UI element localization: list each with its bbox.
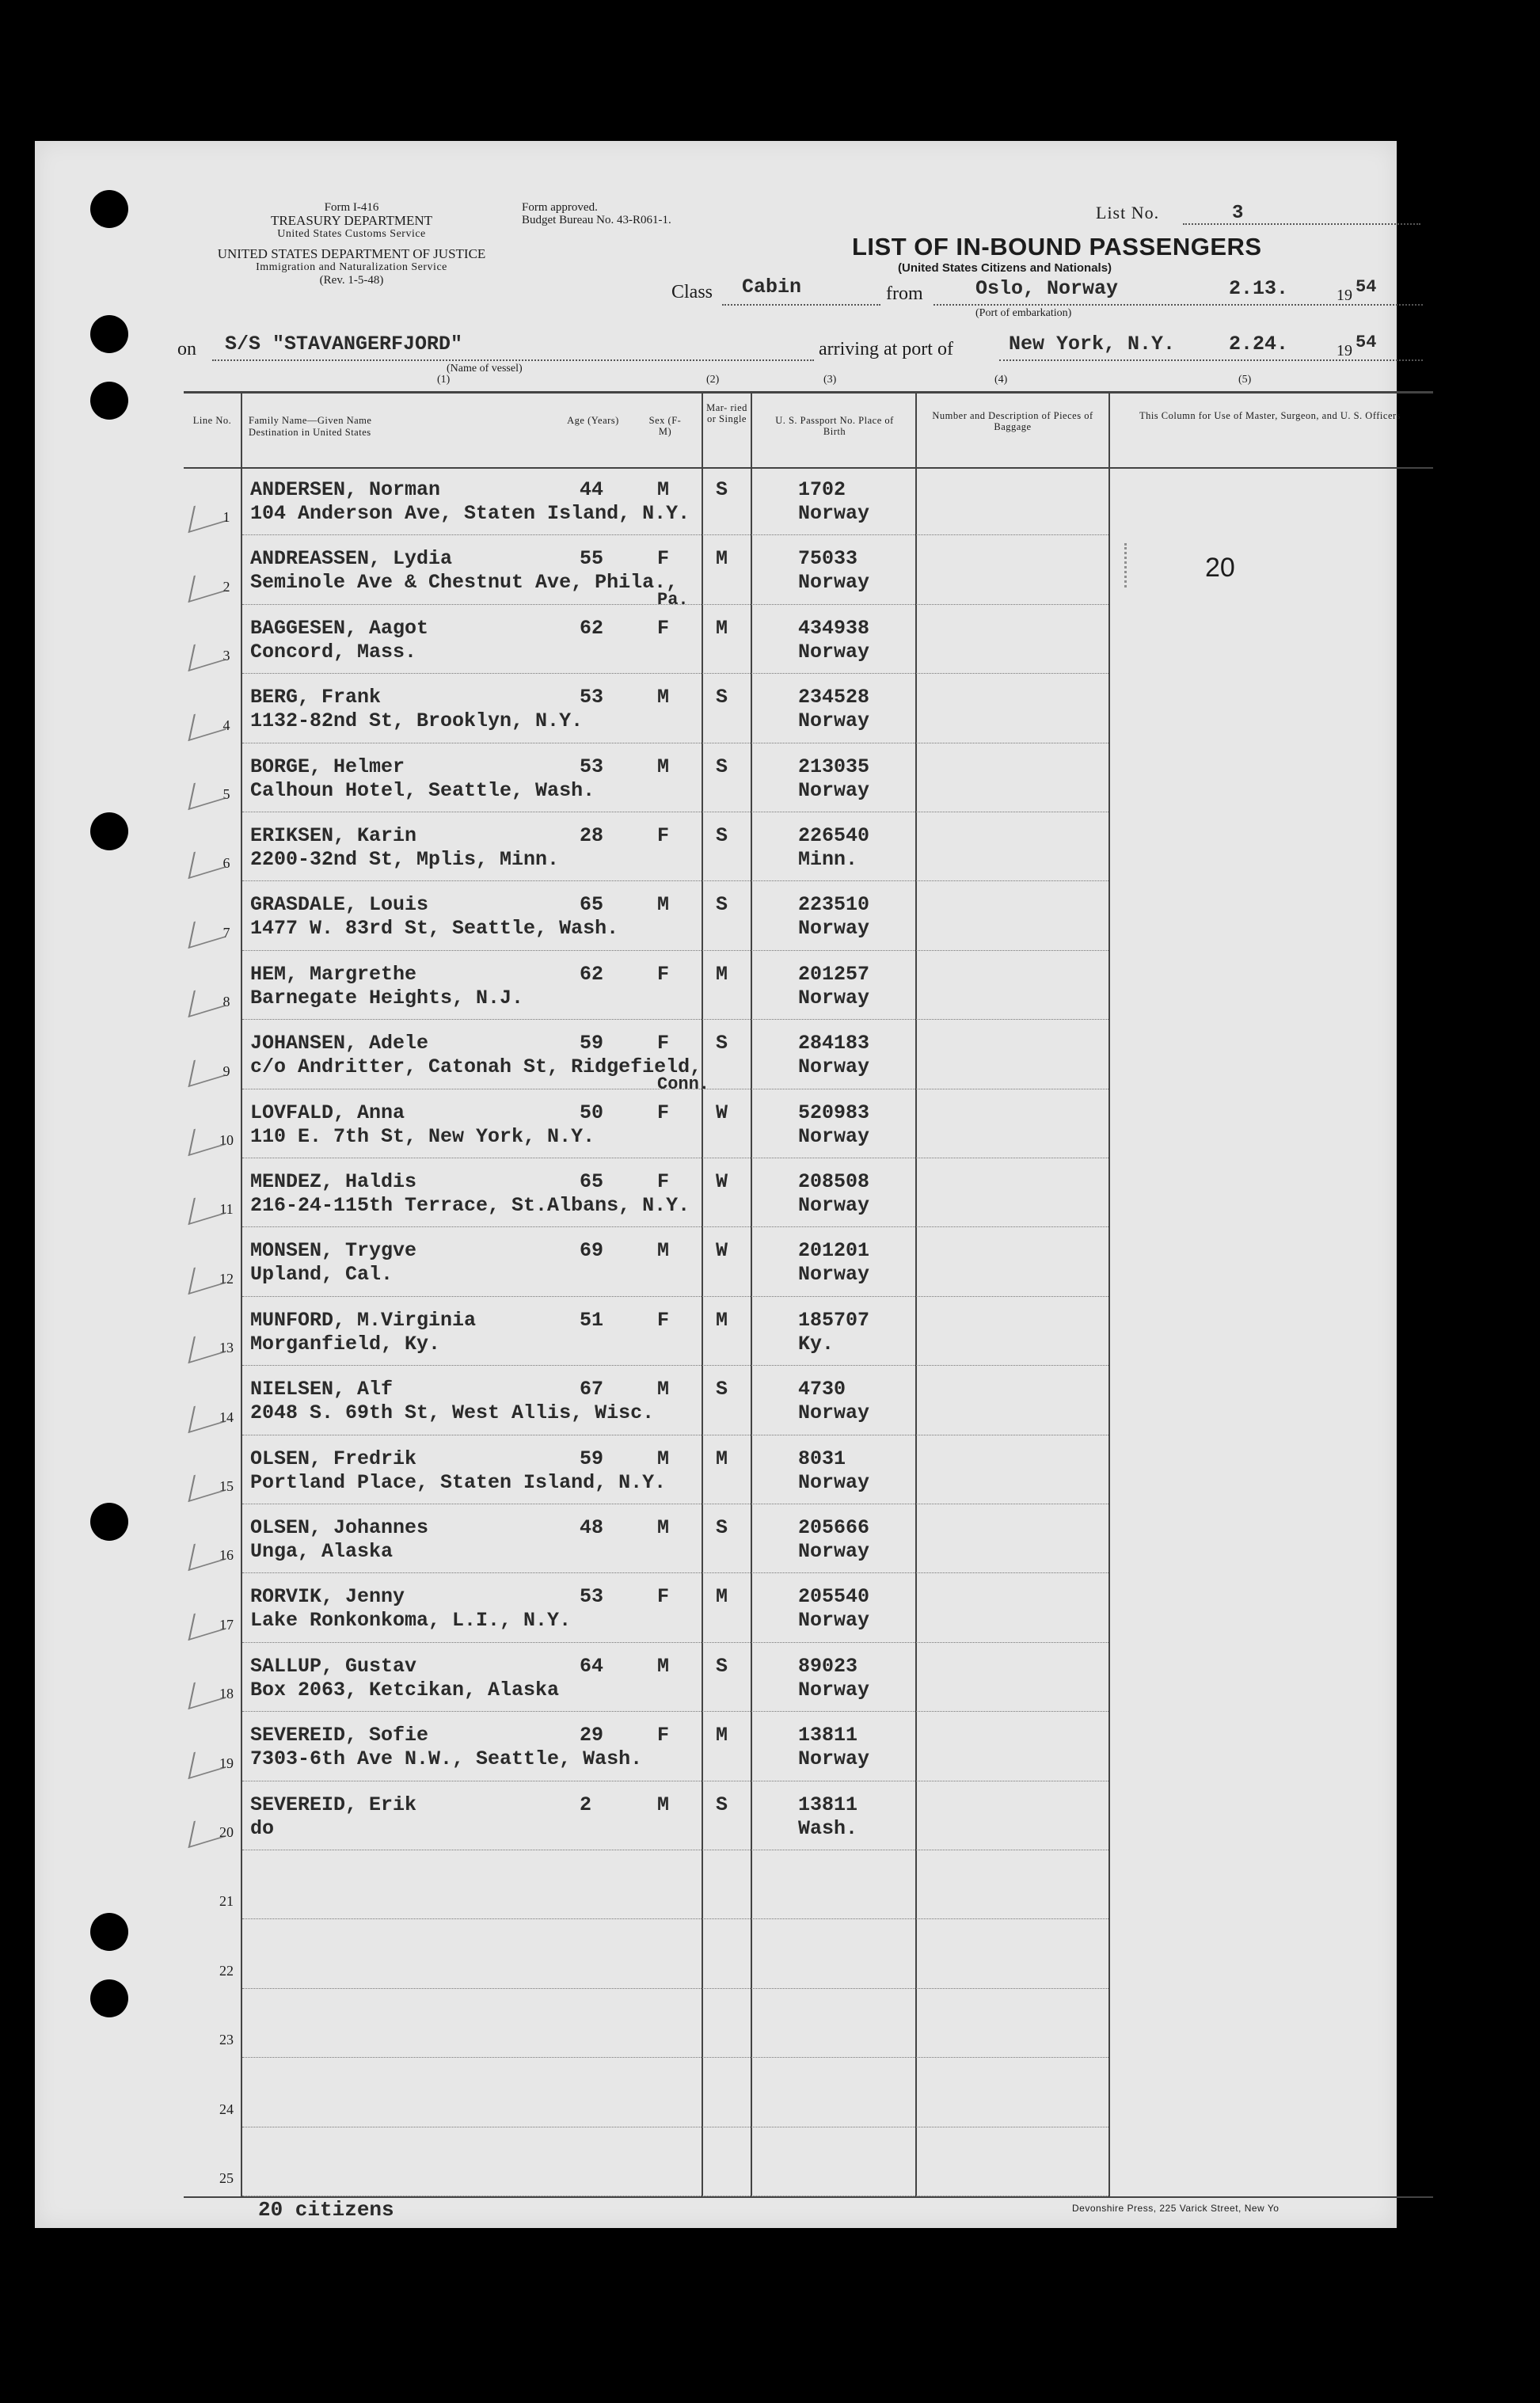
- passenger-destination: c/o Andritter, Catonah St, Ridgefield,: [250, 1055, 702, 1079]
- col-header-destination: Destination in United States: [249, 427, 371, 438]
- passenger-sex: M: [657, 893, 670, 917]
- year-prefix-1: 19: [1337, 287, 1352, 304]
- table-row: [35, 952, 1397, 1021]
- passenger-marital-status: S: [716, 755, 728, 778]
- table-row: [35, 1436, 1397, 1505]
- form-number: Form I-416: [324, 201, 379, 214]
- passenger-name: MENDEZ, Haldis: [250, 1170, 417, 1193]
- passenger-destination: Box 2063, Ketcikan, Alaska: [250, 1678, 560, 1701]
- table-row: [35, 1851, 1397, 1920]
- row-divider: [242, 1572, 1108, 1573]
- passenger-age: 44: [580, 478, 604, 501]
- passenger-sex: M: [657, 1654, 670, 1678]
- col-header-passport: U. S. Passport No. Place of Birth: [775, 415, 894, 437]
- passenger-marital-status: M: [716, 1447, 728, 1470]
- passport-number: 75033: [798, 547, 858, 571]
- check-tick-mark: [188, 1740, 232, 1778]
- passenger-name: BERG, Frank: [250, 686, 382, 709]
- passenger-age: 69: [580, 1239, 604, 1263]
- row-divider: [242, 1642, 1108, 1643]
- table-row: [35, 1990, 1397, 2059]
- passenger-age: 59: [580, 1032, 604, 1055]
- col-header-age: Age (Years): [567, 415, 619, 426]
- passenger-marital-status: S: [716, 1654, 728, 1678]
- passenger-destination: Morganfield, Ky.: [250, 1332, 441, 1355]
- table-row: [35, 1367, 1397, 1435]
- treasury-dept: TREASURY DEPARTMENT: [270, 213, 433, 228]
- passport-number: 201257: [798, 962, 870, 986]
- place-of-birth: Norway: [798, 917, 870, 941]
- row-divider: [242, 604, 1108, 605]
- check-tick-mark: [188, 1187, 232, 1225]
- passenger-name: ERIKSEN, Karin: [250, 824, 417, 847]
- passenger-name: BORGE, Helmer: [250, 755, 405, 778]
- passenger-destination: 2048 S. 69th St, West Allis, Wisc.: [250, 1401, 655, 1425]
- document-page: [35, 141, 1401, 2228]
- passenger-marital-status: S: [716, 1378, 728, 1401]
- table-row: [35, 467, 1397, 536]
- passenger-name: OLSEN, Johannes: [250, 1516, 429, 1539]
- check-tick-mark: [188, 1257, 232, 1295]
- passenger-name: GRASDALE, Louis: [250, 893, 429, 917]
- line-number: 9: [222, 1063, 230, 1079]
- passenger-marital-status: S: [716, 1516, 728, 1539]
- line-number: 24: [219, 2101, 234, 2117]
- passenger-destination-cont: Pa.: [657, 590, 689, 610]
- table-row: [35, 1021, 1397, 1095]
- table-row: [35, 1713, 1397, 1781]
- check-tick-mark: [188, 702, 232, 740]
- check-tick-mark: [188, 1118, 232, 1156]
- form-title: LIST OF IN-BOUND PASSENGERS: [852, 233, 1262, 260]
- line-number: 13: [219, 1340, 234, 1356]
- check-tick-mark: [188, 1533, 232, 1571]
- check-tick-mark: [188, 1671, 232, 1709]
- passport-number: 234528: [798, 686, 870, 709]
- place-of-birth: Norway: [798, 986, 870, 1009]
- passenger-sex: F: [657, 962, 670, 986]
- passenger-sex: M: [657, 1239, 670, 1263]
- arrival-port: New York, N.Y.: [1009, 333, 1176, 356]
- table-row: [35, 813, 1397, 882]
- passenger-age: 53: [580, 686, 604, 709]
- passenger-age: 62: [580, 962, 604, 986]
- form-subtitle: (United States Citizens and Nationals): [898, 261, 1112, 275]
- check-tick-mark: [188, 565, 232, 603]
- passenger-marital-status: W: [716, 1101, 728, 1124]
- passenger-marital-status: S: [716, 1793, 728, 1816]
- passenger-sex: M: [657, 1516, 670, 1539]
- passenger-age: 65: [580, 893, 604, 917]
- line-number: 2: [222, 578, 230, 595]
- passenger-sex: F: [657, 547, 670, 571]
- from-label: from: [886, 283, 923, 304]
- line-number: 15: [219, 1477, 234, 1494]
- place-of-birth: Ky.: [798, 1332, 835, 1355]
- passenger-name: HEM, Margrethe: [250, 962, 417, 986]
- passenger-destination: Unga, Alaska: [250, 1540, 394, 1563]
- list-no-label: List No.: [1096, 203, 1160, 222]
- passenger-marital-status: M: [716, 1308, 728, 1332]
- passenger-sex: M: [657, 478, 670, 501]
- passenger-sex: M: [657, 1447, 670, 1470]
- passenger-name: JOHANSEN, Adele: [250, 1032, 429, 1055]
- line-number: 22: [219, 1962, 234, 1979]
- class-label: Class: [671, 282, 713, 302]
- check-tick-mark: [188, 1325, 232, 1363]
- passport-number: 201201: [798, 1239, 870, 1263]
- passport-number: 213035: [798, 755, 870, 778]
- from-value: Oslo, Norway: [975, 277, 1119, 300]
- printer-imprint: Devonshire Press, 225 Varick Street, New Yo: [1072, 2203, 1280, 2214]
- passenger-sex: F: [657, 616, 670, 640]
- passenger-age: 29: [580, 1724, 604, 1747]
- passenger-age: 59: [580, 1447, 604, 1470]
- passenger-name: BAGGESEN, Aagot: [250, 616, 429, 640]
- col-header-baggage: Number and Description of Pieces of Baggage: [932, 410, 1093, 432]
- passenger-age: 2: [580, 1793, 592, 1816]
- passenger-marital-status: M: [716, 1724, 728, 1747]
- list-no-value: 3: [1232, 203, 1244, 224]
- check-tick-mark: [188, 1810, 232, 1848]
- table-row: [35, 882, 1397, 951]
- place-of-birth: Norway: [798, 502, 870, 525]
- passenger-sex: F: [657, 1585, 670, 1609]
- table-row: [35, 1228, 1397, 1297]
- passenger-marital-status: W: [716, 1239, 728, 1263]
- place-of-birth: Norway: [798, 1263, 870, 1287]
- row-divider: [242, 2057, 1108, 2058]
- line-number: 3: [222, 648, 230, 664]
- passenger-sex: F: [657, 1724, 670, 1747]
- passenger-destination: 1132-82nd St, Brooklyn, N.Y.: [250, 709, 584, 733]
- passport-number: 1702: [798, 478, 846, 501]
- place-of-birth: Norway: [798, 1055, 870, 1079]
- passenger-sex: M: [657, 1793, 670, 1816]
- place-of-birth: Norway: [798, 778, 870, 802]
- passenger-age: 50: [580, 1101, 604, 1124]
- place-of-birth: Norway: [798, 571, 870, 595]
- punch-hole: [90, 315, 128, 353]
- passenger-sex: F: [657, 1101, 670, 1124]
- passport-number: 434938: [798, 616, 870, 640]
- passport-number: 185707: [798, 1308, 870, 1332]
- col-header-line: Line No.: [192, 415, 232, 426]
- passenger-destination: 7303-6th Ave N.W., Seattle, Wash.: [250, 1747, 643, 1771]
- passenger-age: 64: [580, 1654, 604, 1678]
- row-divider: [242, 1226, 1108, 1227]
- on-label: on: [177, 339, 196, 359]
- punch-hole: [90, 190, 128, 228]
- check-tick-mark: [188, 772, 232, 810]
- table-row: [35, 1505, 1397, 1574]
- check-tick-mark: [188, 633, 232, 671]
- place-of-birth: Minn.: [798, 848, 858, 871]
- passenger-marital-status: S: [716, 893, 728, 917]
- table-row: [35, 1090, 1397, 1159]
- table-row: [35, 536, 1397, 610]
- class-value: Cabin: [742, 276, 802, 298]
- row-divider: [242, 1296, 1108, 1297]
- place-of-birth: Norway: [798, 1401, 870, 1425]
- passenger-name: LOVFALD, Anna: [250, 1101, 405, 1124]
- line-number: 14: [219, 1409, 234, 1425]
- passenger-name: SALLUP, Gustav: [250, 1654, 417, 1678]
- passenger-sex: M: [657, 755, 670, 778]
- passenger-destination: 110 E. 7th St, New York, N.Y.: [250, 1124, 595, 1148]
- place-of-birth: Norway: [798, 640, 870, 663]
- line-number: 12: [219, 1270, 234, 1287]
- passport-number: 520983: [798, 1101, 870, 1124]
- passenger-sex: F: [657, 1032, 670, 1055]
- check-tick-mark: [188, 911, 232, 949]
- arriving-label: arriving at port of: [819, 339, 953, 359]
- check-tick-mark: [188, 1394, 232, 1432]
- line-number: 1: [222, 509, 230, 526]
- line-number: 16: [219, 1547, 234, 1564]
- passenger-destination: 104 Anderson Ave, Staten Island, N.Y.: [250, 502, 690, 525]
- row-divider: [242, 1918, 1108, 1919]
- passenger-marital-status: M: [716, 616, 728, 640]
- year-2: 54: [1356, 333, 1377, 352]
- table-row: [35, 2059, 1397, 2127]
- justice-dept: UNITED STATES DEPARTMENT OF JUSTICE: [217, 246, 486, 261]
- budget-bureau: Budget Bureau No. 43-R061-1.: [522, 214, 671, 226]
- row-divider: [242, 880, 1108, 881]
- row-divider: [242, 1365, 1108, 1366]
- check-tick-mark: [188, 495, 232, 533]
- check-tick-mark: [188, 979, 232, 1017]
- passenger-age: 55: [580, 547, 604, 571]
- line-number: 23: [219, 2032, 234, 2048]
- row-divider: [242, 1988, 1108, 1989]
- col-header-married: Mar- ried or Single: [706, 402, 747, 424]
- year-prefix-2: 19: [1337, 342, 1352, 359]
- passport-number: 223510: [798, 893, 870, 917]
- total-citizens: 20 citizens: [258, 2198, 394, 2222]
- col-header-name: Family Name—Given Name: [249, 415, 372, 426]
- passenger-marital-status: S: [716, 686, 728, 709]
- punch-hole: [90, 382, 128, 420]
- passenger-age: 62: [580, 616, 604, 640]
- line-number: 4: [222, 717, 230, 733]
- passenger-age: 48: [580, 1516, 604, 1539]
- passenger-name: SEVEREID, Sofie: [250, 1724, 429, 1747]
- table-row: [35, 2128, 1397, 2197]
- passenger-age: 51: [580, 1308, 604, 1332]
- officer-note: 20: [1205, 553, 1235, 583]
- passenger-marital-status: M: [716, 962, 728, 986]
- passport-number: 205666: [798, 1516, 870, 1539]
- col-header-sex: Sex (F-M): [648, 415, 682, 437]
- col-num-4: (4): [994, 374, 1008, 386]
- col-num-3: (3): [823, 374, 837, 386]
- passport-number: 13811: [798, 1793, 858, 1816]
- line-number: 11: [219, 1201, 234, 1218]
- line-number: 18: [219, 1686, 234, 1702]
- year-1: 54: [1356, 277, 1377, 297]
- passenger-marital-status: M: [716, 547, 728, 571]
- passenger-sex: F: [657, 824, 670, 847]
- passenger-destination: 1477 W. 83rd St, Seattle, Wash.: [250, 917, 619, 941]
- line-number: 5: [222, 785, 230, 802]
- place-of-birth: Norway: [798, 1540, 870, 1563]
- line-number: 21: [219, 1893, 234, 1910]
- passenger-sex: F: [657, 1170, 670, 1193]
- passenger-destination: Seminole Ave & Chestnut Ave, Phila.,: [250, 571, 679, 595]
- passenger-age: 65: [580, 1170, 604, 1193]
- place-of-birth: Wash.: [798, 1816, 858, 1840]
- passenger-age: 53: [580, 755, 604, 778]
- passenger-destination: Upland, Cal.: [250, 1263, 394, 1287]
- vessel-caption: (Name of vessel): [447, 363, 523, 375]
- passenger-age: 67: [580, 1378, 604, 1401]
- passport-number: 226540: [798, 824, 870, 847]
- passenger-sex: M: [657, 1378, 670, 1401]
- check-tick-mark: [188, 1603, 232, 1641]
- passenger-name: ANDREASSEN, Lydia: [250, 547, 453, 571]
- passenger-destination: Portland Place, Staten Island, N.Y.: [250, 1470, 667, 1494]
- col-num-2: (2): [706, 374, 720, 386]
- place-of-birth: Norway: [798, 709, 870, 733]
- port-embarkation-caption: (Port of embarkation): [975, 307, 1072, 319]
- place-of-birth: Norway: [798, 1747, 870, 1771]
- table-row: [35, 1644, 1397, 1713]
- col-num-5: (5): [1238, 374, 1252, 386]
- passenger-name: MONSEN, Trygve: [250, 1239, 417, 1263]
- passenger-destination: do: [250, 1816, 275, 1840]
- row-divider: [242, 673, 1108, 674]
- revision: (Rev. 1-5-48): [319, 274, 384, 287]
- passenger-destination: Calhoun Hotel, Seattle, Wash.: [250, 778, 595, 802]
- table-row: [35, 1920, 1397, 1989]
- passenger-destination: Concord, Mass.: [250, 640, 417, 663]
- check-tick-mark: [188, 1048, 232, 1086]
- passenger-destination-cont: Conn.: [657, 1074, 710, 1095]
- form-approved: Form approved.: [522, 201, 598, 214]
- line-number: 7: [222, 924, 230, 941]
- passenger-marital-status: S: [716, 824, 728, 847]
- table-row: [35, 744, 1397, 813]
- passport-number: 89023: [798, 1654, 858, 1678]
- check-tick-mark: [188, 841, 232, 879]
- passenger-destination: Barnegate Heights, N.J.: [250, 986, 524, 1009]
- line-number: 17: [219, 1616, 234, 1633]
- line-number: 6: [222, 855, 230, 872]
- passenger-name: SEVEREID, Erik: [250, 1793, 417, 1816]
- col-header-officers: This Column for Use of Master, Surgeon, and U. S. Officers: [1139, 410, 1401, 421]
- line-number: 10: [219, 1131, 234, 1148]
- passenger-age: 53: [580, 1585, 604, 1609]
- table-row: [35, 1782, 1397, 1851]
- line-number: 8: [222, 994, 230, 1010]
- place-of-birth: Norway: [798, 1678, 870, 1701]
- passport-number: 284183: [798, 1032, 870, 1055]
- row-divider: [242, 950, 1108, 951]
- passenger-destination: 2200-32nd St, Mplis, Minn.: [250, 848, 560, 871]
- place-of-birth: Norway: [798, 1609, 870, 1633]
- passport-number: 13811: [798, 1724, 858, 1747]
- passenger-name: MUNFORD, M.Virginia: [250, 1308, 477, 1332]
- place-of-birth: Norway: [798, 1470, 870, 1494]
- passenger-destination: 216-24-115th Terrace, St.Albans, N.Y.: [250, 1194, 690, 1217]
- passenger-destination: Lake Ronkonkoma, L.I., N.Y.: [250, 1609, 572, 1633]
- passenger-name: ANDERSEN, Norman: [250, 478, 441, 501]
- passenger-age: 28: [580, 824, 604, 847]
- from-date: 2.13.: [1229, 277, 1289, 300]
- row-divider: [242, 534, 1108, 535]
- place-of-birth: Norway: [798, 1194, 870, 1217]
- table-row: [35, 1298, 1397, 1367]
- place-of-birth: Norway: [798, 1124, 870, 1148]
- customs-service: United States Customs Service: [277, 228, 426, 240]
- passenger-marital-status: M: [716, 1585, 728, 1609]
- table-row: [35, 1574, 1397, 1643]
- row-divider: [242, 1711, 1108, 1712]
- table-row: [35, 1159, 1397, 1228]
- table-row: [35, 675, 1397, 743]
- passenger-marital-status: W: [716, 1170, 728, 1193]
- line-number: 25: [219, 2169, 234, 2186]
- line-number: 20: [219, 1823, 234, 1840]
- passenger-sex: M: [657, 686, 670, 709]
- line-number: 19: [219, 1755, 234, 1771]
- passenger-marital-status: S: [716, 1032, 728, 1055]
- passport-number: 4730: [798, 1378, 846, 1401]
- row-divider: [242, 1019, 1108, 1020]
- table-row: [35, 606, 1397, 675]
- col-num-1: (1): [437, 374, 451, 386]
- passenger-name: OLSEN, Fredrik: [250, 1447, 417, 1470]
- passenger-sex: F: [657, 1308, 670, 1332]
- passenger-marital-status: S: [716, 478, 728, 501]
- check-tick-mark: [188, 1464, 232, 1502]
- passenger-name: RORVIK, Jenny: [250, 1585, 405, 1609]
- vessel-name: S/S "STAVANGERFJORD": [225, 333, 463, 356]
- ins-service: Immigration and Naturalization Service: [256, 261, 447, 273]
- passenger-name: NIELSEN, Alf: [250, 1378, 394, 1401]
- passport-number: 208508: [798, 1170, 870, 1193]
- passport-number: 205540: [798, 1585, 870, 1609]
- passport-number: 8031: [798, 1447, 846, 1470]
- arrival-date: 2.24.: [1229, 333, 1289, 356]
